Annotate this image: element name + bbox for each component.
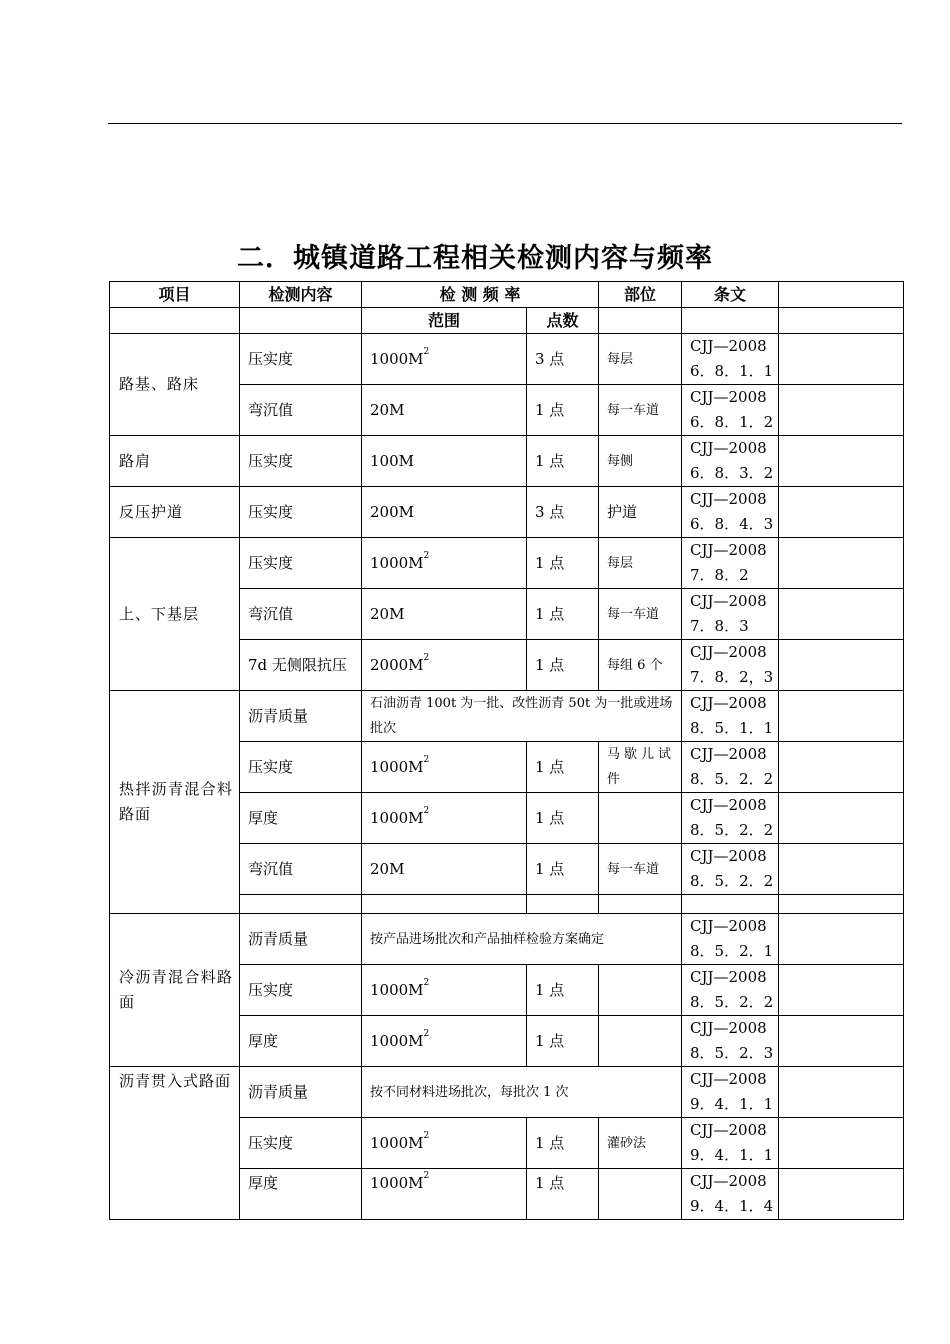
header-rule: [108, 123, 902, 124]
table-row: [110, 436, 904, 487]
item-cell: 反压护道: [110, 487, 240, 538]
article-cell: CJJ—2008 6．8．1．1: [682, 334, 779, 385]
content-cell: 厚度: [240, 1169, 362, 1220]
range-cell: $1000M^2$: [362, 742, 527, 793]
points-cell: 1 点: [527, 385, 599, 436]
table-row: [110, 691, 904, 742]
article-cell: CJJ—2008 9．4．1．4: [682, 1169, 779, 1220]
content-cell: 弯沉值: [240, 589, 362, 640]
content-cell: 压实度: [240, 742, 362, 793]
range-cell: $2000M^2$: [362, 640, 527, 691]
content-cell: 弯沉值: [240, 385, 362, 436]
merged-frequency-cell: 按不同材料进场批次，每批次 1 次: [362, 1067, 682, 1118]
content-cell: 沥青质量: [240, 1067, 362, 1118]
article-cell: CJJ—2008 6．8．3．2: [682, 436, 779, 487]
points-cell: 1 点: [527, 1118, 599, 1169]
location-cell: 每一车道: [599, 385, 682, 436]
points-cell: 1 点: [527, 538, 599, 589]
content-cell: 压实度: [240, 487, 362, 538]
content-cell: 压实度: [240, 965, 362, 1016]
range-cell: 100M: [362, 436, 527, 487]
content-cell: 压实度: [240, 334, 362, 385]
content-cell: 沥青质量: [240, 914, 362, 965]
content-cell: 7d 无侧限抗压: [240, 640, 362, 691]
location-cell: 每组 6 个: [599, 640, 682, 691]
article-cell: CJJ—2008 8．5．2．2: [682, 742, 779, 793]
item-cell: 路肩: [110, 436, 240, 487]
header-frequency: 检 测 频 率: [362, 282, 599, 308]
table-row: [110, 487, 904, 538]
range-cell: $1000M^2$: [362, 1169, 527, 1220]
points-cell: 1 点: [527, 1169, 599, 1220]
points-cell: 1 点: [527, 793, 599, 844]
article-cell: CJJ—2008 9．4．1．1: [682, 1118, 779, 1169]
content-cell: 厚度: [240, 793, 362, 844]
header-points: 点数: [527, 308, 599, 334]
article-cell: CJJ—2008 7．8．2，3: [682, 640, 779, 691]
range-cell: 20M: [362, 589, 527, 640]
header-location: 部位: [599, 282, 682, 308]
article-cell: CJJ—2008 7．8．2: [682, 538, 779, 589]
article-cell: CJJ—2008 8．5．2．1: [682, 914, 779, 965]
merged-frequency-cell: 石油沥青 100t 为一批、改性沥青 50t 为一批或进场批次: [362, 691, 682, 742]
content-cell: 压实度: [240, 1118, 362, 1169]
range-cell: $1000M^2$: [362, 965, 527, 1016]
points-cell: 1 点: [527, 965, 599, 1016]
points-cell: 1 点: [527, 589, 599, 640]
points-cell: 1 点: [527, 1016, 599, 1067]
article-cell: CJJ—2008 6．8．1．2: [682, 385, 779, 436]
range-cell: 20M: [362, 385, 527, 436]
article-cell: CJJ—2008 8．5．2．2: [682, 844, 779, 895]
header-item: 项目: [110, 282, 240, 308]
location-cell: 灌砂法: [599, 1118, 682, 1169]
location-cell: [599, 1016, 682, 1067]
inspection-table: [109, 281, 904, 1220]
article-cell: CJJ—2008 7．8．3: [682, 589, 779, 640]
points-cell: 1 点: [527, 742, 599, 793]
location-cell: 马歇儿试件: [599, 742, 682, 793]
article-cell: CJJ—2008 8．5．1．1: [682, 691, 779, 742]
header-blank: [779, 282, 904, 308]
article-cell: CJJ—2008 9．4．1．1: [682, 1067, 779, 1118]
header-row: [110, 282, 904, 308]
range-cell: 20M: [362, 844, 527, 895]
item-cell: 热拌沥青混合料路面: [110, 691, 240, 914]
item-cell: 沥青贯入式路面: [110, 1067, 240, 1220]
table-row: [110, 538, 904, 589]
merged-frequency-cell: 按产品进场批次和产品抽样检验方案确定: [362, 914, 682, 965]
location-cell: [599, 1169, 682, 1220]
range-cell: 200M: [362, 487, 527, 538]
item-cell: 冷沥青混合料路面: [110, 914, 240, 1067]
table-row: [110, 914, 904, 965]
location-cell: 每侧: [599, 436, 682, 487]
content-cell: 沥青质量: [240, 691, 362, 742]
location-cell: [599, 793, 682, 844]
points-cell: 3 点: [527, 334, 599, 385]
item-cell: 路基、路床: [110, 334, 240, 436]
item-cell: 上、下基层: [110, 538, 240, 691]
points-cell: 1 点: [527, 436, 599, 487]
points-cell: 3 点: [527, 487, 599, 538]
header-range: 范围: [362, 308, 527, 334]
points-cell: 1 点: [527, 844, 599, 895]
range-cell: $1000M^2$: [362, 1118, 527, 1169]
range-cell: $1000M^2$: [362, 538, 527, 589]
location-cell: 每一车道: [599, 589, 682, 640]
content-cell: 压实度: [240, 538, 362, 589]
content-cell: 弯沉值: [240, 844, 362, 895]
content-cell: 厚度: [240, 1016, 362, 1067]
article-cell: CJJ—2008 8．5．2．2: [682, 793, 779, 844]
location-cell: 每一车道: [599, 844, 682, 895]
article-cell: CJJ—2008 8．5．2．2: [682, 965, 779, 1016]
location-cell: 每层: [599, 334, 682, 385]
table-row: [110, 334, 904, 385]
range-cell: $1000M^2$: [362, 1016, 527, 1067]
page-title: 二．城镇道路工程相关检测内容与频率: [237, 243, 713, 274]
points-cell: 1 点: [527, 640, 599, 691]
location-cell: 每层: [599, 538, 682, 589]
article-cell: CJJ—2008 6．8．4．3: [682, 487, 779, 538]
subheader-row: [110, 308, 904, 334]
location-cell: 护道: [599, 487, 682, 538]
article-cell: CJJ—2008 8．5．2．3: [682, 1016, 779, 1067]
table-row: [110, 1067, 904, 1118]
range-cell: $1000M^2$: [362, 793, 527, 844]
header-content: 检测内容: [240, 282, 362, 308]
header-article: 条文: [682, 282, 779, 308]
range-cell: $1000M^2$: [362, 334, 527, 385]
location-cell: [599, 965, 682, 1016]
content-cell: 压实度: [240, 436, 362, 487]
